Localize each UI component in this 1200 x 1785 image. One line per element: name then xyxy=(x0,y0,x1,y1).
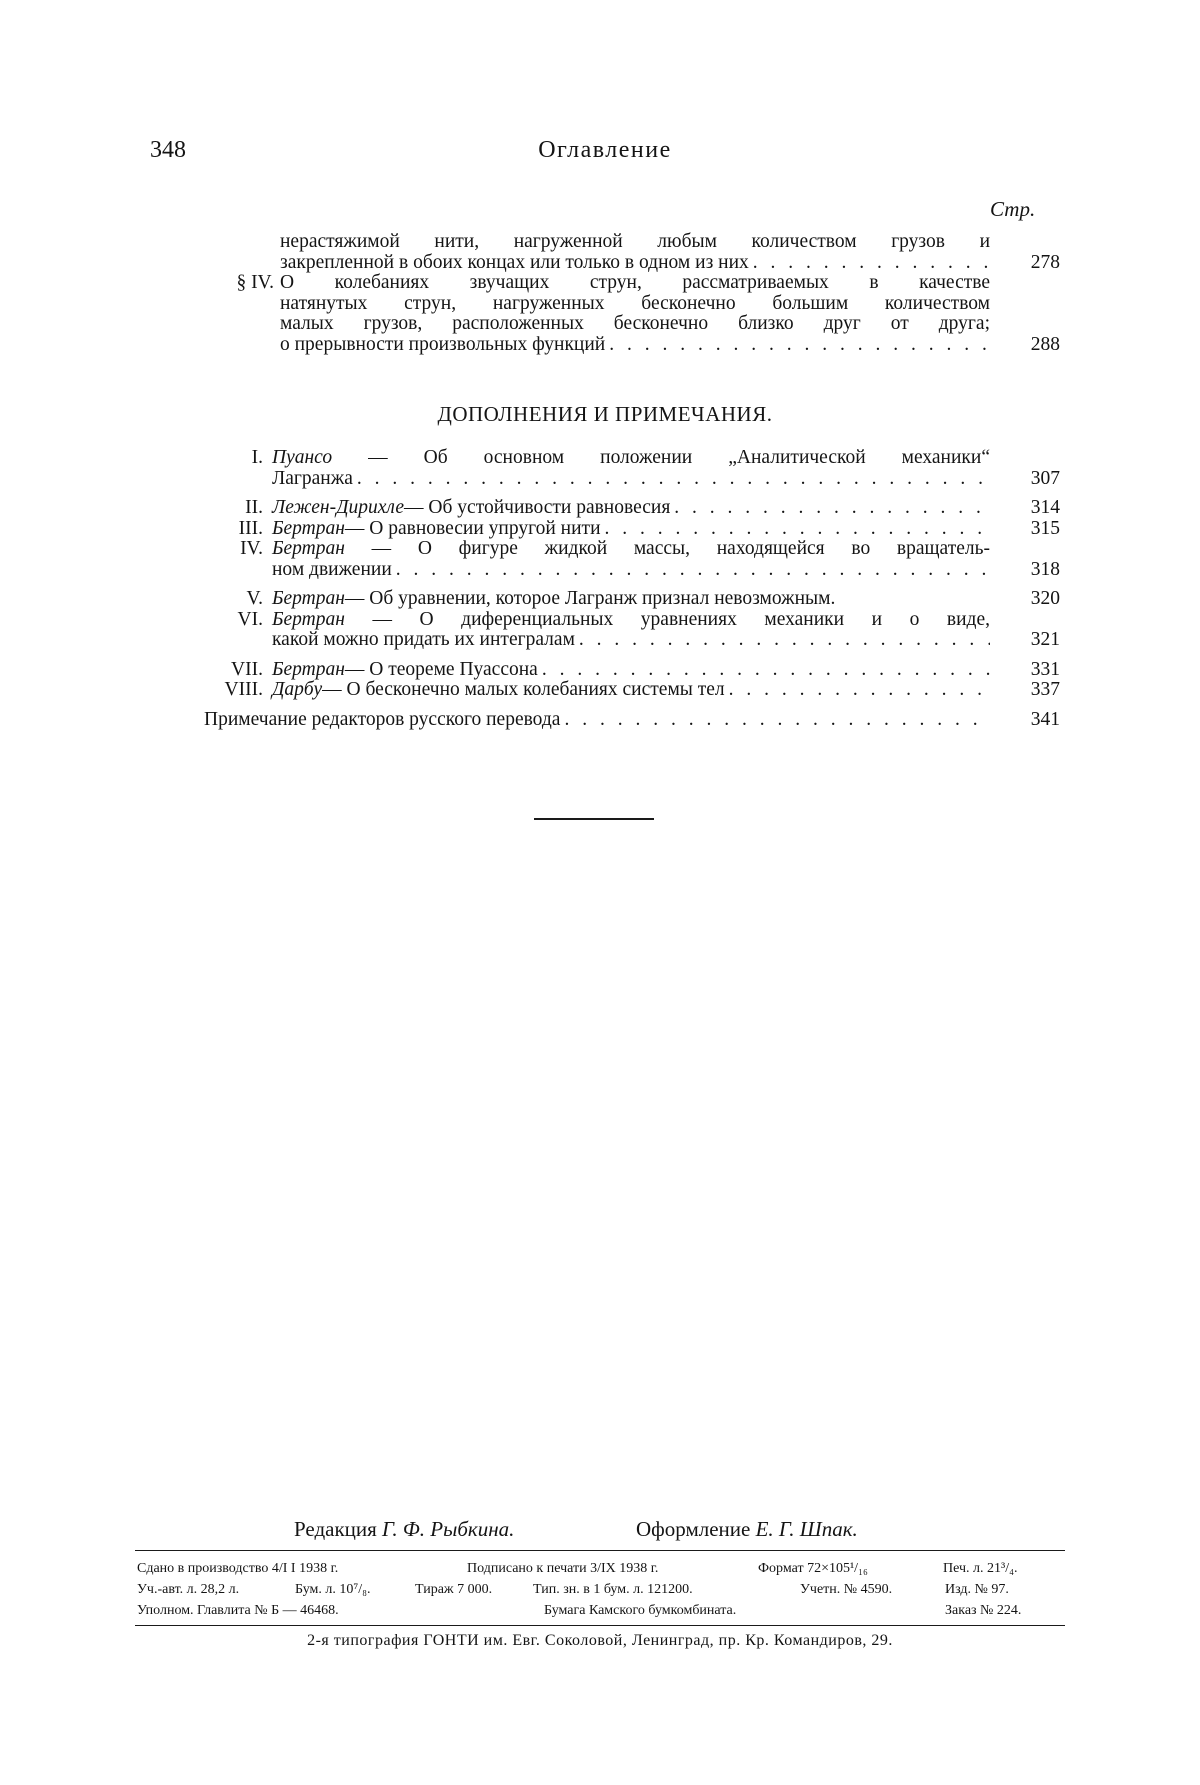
toc-page-number: 331 xyxy=(1030,658,1060,680)
entry-author: Лежен-Дирихле xyxy=(272,497,405,518)
toc-text-line: натянутых струн, нагруженных бесконечно большим количеством xyxy=(280,292,990,314)
entry-title: Примечание редакторов русского перевода xyxy=(204,708,561,730)
imprint-field: Бумага Камского бумкомбината. xyxy=(544,1603,737,1618)
toc-page-number: 320 xyxy=(1030,588,1060,609)
entry-title: — О теореме Пуассона xyxy=(344,658,538,680)
entry-number: I. xyxy=(251,447,263,468)
toc-text-line: О колебаниях звучащих струн, рассматриваемых в качестве xyxy=(280,272,990,293)
toc-page-number: 341 xyxy=(1030,708,1060,730)
toc-page-number: 278 xyxy=(1030,251,1060,273)
page-column-label: Стр. xyxy=(990,197,1036,221)
appendix-entry xyxy=(150,539,1060,580)
dot-leader xyxy=(753,253,990,274)
imprint-field: Заказ № 224. xyxy=(945,1603,1022,1618)
toc-continuation xyxy=(150,232,1060,355)
entry-title: — О равновесии упругой нити xyxy=(344,517,601,539)
dot-leader xyxy=(564,710,990,731)
toc-page-number: 307 xyxy=(1030,467,1060,489)
appendix-entry xyxy=(150,448,1060,489)
entry-author: Бертран xyxy=(272,608,345,630)
toc-entry-section-4 xyxy=(150,273,1060,355)
entry-title: — О бесконечно малых колебаниях системы тел xyxy=(322,679,725,700)
toc-text-line: нерастяжимой нити, нагруженной любым количеством грузов и xyxy=(280,231,990,252)
entry-author: Бертран xyxy=(272,588,345,609)
entry-title-cont: ном движении xyxy=(272,558,392,580)
appendix-list xyxy=(150,448,1060,730)
dot-leader xyxy=(674,498,990,519)
imprint-field: Тип. зн. в 1 бум. л. 121200. xyxy=(533,1582,693,1597)
imprint-field: Уч.-авт. л. 28,2 л. xyxy=(137,1582,240,1597)
entry-title: — Об основном положении „Аналитической механики“ xyxy=(332,447,990,468)
imprint-block xyxy=(137,1558,1063,1621)
entry-number: IV. xyxy=(240,538,263,559)
section-number: § IV. xyxy=(236,272,274,293)
imprint-field: Учетн. № 4590. xyxy=(800,1582,893,1597)
appendix-entry xyxy=(150,680,1060,701)
toc-entry-continued xyxy=(150,232,1060,273)
running-head xyxy=(150,137,1060,173)
dot-leader xyxy=(605,519,990,540)
dot-leader xyxy=(542,660,990,681)
entry-title-cont: какой можно придать их интегралам xyxy=(272,629,575,650)
dot-leader xyxy=(357,469,990,490)
page-title: Оглавление xyxy=(538,137,672,163)
appendix-entry xyxy=(150,519,1060,540)
dot-leader xyxy=(579,630,990,651)
entry-title: — Об уравнении, которое Лагранж признал невозможным. xyxy=(344,588,836,609)
imprint-rule-bottom xyxy=(135,1625,1065,1626)
toc-text-line: закрепленной в обоих концах или только в одном из них xyxy=(280,251,749,273)
appendix-note-entry xyxy=(150,710,1060,731)
entry-title: — О фигуре жидкой массы, находящейся во вращатель- xyxy=(344,538,990,559)
dot-leader xyxy=(729,680,990,701)
toc-page-number: 318 xyxy=(1030,558,1060,580)
entry-author: Бертран xyxy=(272,517,345,539)
imprint-field: Изд. № 97. xyxy=(945,1582,1009,1597)
editor-label: Редакция xyxy=(294,1517,377,1541)
toc-page-number: 337 xyxy=(1030,679,1060,700)
entry-author: Дарбу xyxy=(272,679,323,700)
entry-title: — О диференциальных уравнениях механики и о виде, xyxy=(344,608,990,630)
appendix-entry xyxy=(150,660,1060,681)
entry-number: VI. xyxy=(237,608,263,630)
imprint-field: Бум. л. 10⁷/₈. xyxy=(295,1582,371,1597)
entry-number: VIII. xyxy=(224,679,263,700)
toc-text-line: о прерывности произвольных функций xyxy=(280,333,606,355)
entry-title-cont: Лагранжа xyxy=(272,467,353,489)
toc-text-line: малых грузов, расположенных бесконечно близко друг от друга; xyxy=(280,313,990,334)
design-label: Оформление xyxy=(636,1517,751,1541)
entry-number: V. xyxy=(246,588,263,609)
imprint-field: Печ. л. 21³/₄. xyxy=(943,1561,1018,1576)
entry-number: III. xyxy=(238,517,263,539)
toc-page-number: 314 xyxy=(1030,497,1060,518)
entry-number: II. xyxy=(245,497,263,518)
imprint-field: Тираж 7 000. xyxy=(415,1582,493,1597)
entry-title: — Об устойчивости равновесия xyxy=(404,497,671,518)
imprint-field: Сдано в производство 4/I I 1938 г. xyxy=(137,1561,339,1576)
toc-page-number: 288 xyxy=(1030,333,1060,355)
imprint-field: Подписано к печати 3/IX 1938 г. xyxy=(467,1561,659,1576)
design-name: Е. Г. Шпак. xyxy=(755,1517,858,1541)
appendix-entry xyxy=(150,498,1060,519)
appendix-entry xyxy=(150,610,1060,651)
printer-line: 2-я типография ГОНТИ им. Евг. Соколовой, Ленинград, пр. Кр. Командиров, 29. xyxy=(307,1632,893,1649)
imprint-field: Уполном. Главлита № Б — 46468. xyxy=(137,1603,339,1618)
appendix-heading: ДОПОЛНЕНИЯ И ПРИМЕЧАНИЯ. xyxy=(437,402,773,426)
toc-page-number: 321 xyxy=(1030,629,1060,650)
entry-author: Бертран xyxy=(272,658,345,680)
section-divider xyxy=(534,818,654,820)
toc-page-number: 315 xyxy=(1030,517,1060,539)
dot-leader xyxy=(396,560,990,581)
editor-name: Г. Ф. Рыбкина. xyxy=(382,1517,515,1541)
appendix-entry xyxy=(150,589,1060,610)
entry-author: Бертран xyxy=(272,538,345,559)
entry-number: VII. xyxy=(231,658,263,680)
imprint-rule-top xyxy=(135,1550,1065,1551)
page-number: 348 xyxy=(150,137,186,163)
entry-author: Пуансо xyxy=(272,447,333,468)
imprint-field: Формат 72×105¹/₁₆ xyxy=(758,1561,868,1576)
dot-leader xyxy=(609,335,990,356)
